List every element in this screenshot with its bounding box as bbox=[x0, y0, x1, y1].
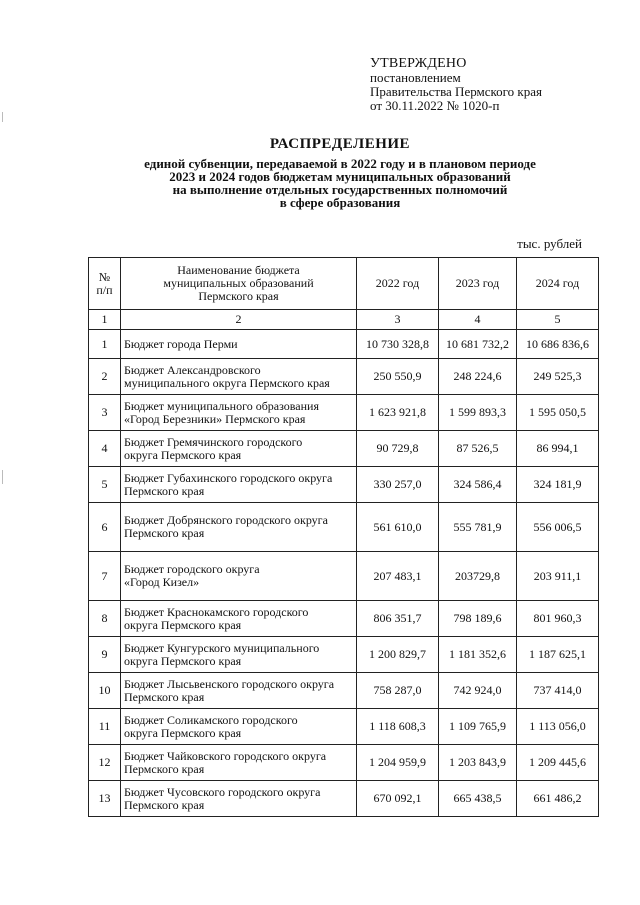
row-budget-name-line: Пермского края bbox=[124, 797, 205, 812]
row-value-2022: 1 118 608,3 bbox=[357, 709, 439, 745]
row-value-2024: 324 181,9 bbox=[517, 467, 599, 503]
row-budget-name-line: Бюджет Гремячинского городского bbox=[124, 434, 303, 449]
distribution-table bbox=[88, 257, 599, 817]
row-number: 6 bbox=[89, 503, 121, 552]
row-value-2022: 1 200 829,7 bbox=[357, 637, 439, 673]
table-row bbox=[89, 431, 599, 467]
row-budget-name-line: Бюджет муниципального образования bbox=[124, 398, 319, 413]
row-budget-name bbox=[121, 745, 357, 781]
document-heading bbox=[60, 136, 620, 209]
row-budget-name bbox=[121, 781, 357, 817]
row-value-2023: 87 526,5 bbox=[439, 431, 517, 467]
column-index: 3 bbox=[357, 310, 439, 330]
row-value-2022: 758 287,0 bbox=[357, 673, 439, 709]
row-value-2024: 86 994,1 bbox=[517, 431, 599, 467]
row-value-2024: 10 686 836,6 bbox=[517, 330, 599, 359]
row-number: 9 bbox=[89, 637, 121, 673]
table-row bbox=[89, 503, 599, 552]
row-value-2022: 90 729,8 bbox=[357, 431, 439, 467]
row-budget-name-line: Бюджет Губахинского городского округа bbox=[124, 470, 333, 485]
row-value-2023: 10 681 732,2 bbox=[439, 330, 517, 359]
approval-line: постановлением bbox=[370, 70, 461, 85]
row-budget-name bbox=[121, 673, 357, 709]
row-value-2022: 10 730 328,8 bbox=[357, 330, 439, 359]
table-row bbox=[89, 637, 599, 673]
table-row bbox=[89, 673, 599, 709]
row-number: 13 bbox=[89, 781, 121, 817]
row-budget-name-line: Бюджет Добрянского городского округа bbox=[124, 513, 328, 527]
row-number: 10 bbox=[89, 673, 121, 709]
table-row bbox=[89, 467, 599, 503]
row-value-2023: 555 781,9 bbox=[439, 503, 517, 552]
table-row bbox=[89, 330, 599, 359]
header-name-line: Наименование бюджета bbox=[177, 263, 300, 277]
row-budget-name-line: Бюджет Кунгурского муниципального bbox=[124, 640, 320, 655]
row-value-2024: 801 960,3 bbox=[517, 601, 599, 637]
row-value-2023: 1 109 765,9 bbox=[439, 709, 517, 745]
table-row bbox=[89, 359, 599, 395]
scan-margin-mark bbox=[2, 112, 3, 122]
row-budget-name-line: Пермского края bbox=[124, 526, 205, 540]
row-budget-name bbox=[121, 601, 357, 637]
header-2022: 2022 год bbox=[357, 258, 439, 310]
row-number: 5 bbox=[89, 467, 121, 503]
row-number: 1 bbox=[89, 330, 121, 359]
row-budget-name bbox=[121, 431, 357, 467]
row-value-2024: 661 486,2 bbox=[517, 781, 599, 817]
row-value-2024: 249 525,3 bbox=[517, 359, 599, 395]
row-value-2022: 250 550,9 bbox=[357, 359, 439, 395]
header-name bbox=[121, 258, 357, 310]
row-value-2022: 561 610,0 bbox=[357, 503, 439, 552]
row-budget-name bbox=[121, 637, 357, 673]
row-number: 3 bbox=[89, 395, 121, 431]
table-header-row bbox=[89, 258, 599, 310]
row-budget-name-line: округа Пермского края bbox=[124, 447, 242, 462]
row-number: 8 bbox=[89, 601, 121, 637]
row-budget-name-line: «Город Березники» Пермского края bbox=[124, 411, 306, 426]
document-subtitle-line: на выполнение отдельных государственных полномочий bbox=[172, 182, 508, 197]
column-index: 1 bbox=[89, 310, 121, 330]
row-value-2022: 1 204 959,9 bbox=[357, 745, 439, 781]
row-value-2023: 742 924,0 bbox=[439, 673, 517, 709]
row-value-2024: 1 187 625,1 bbox=[517, 637, 599, 673]
approval-stamp bbox=[370, 57, 542, 113]
row-value-2023: 248 224,6 bbox=[439, 359, 517, 395]
row-budget-name-line: округа Пермского края bbox=[124, 653, 242, 668]
row-value-2024: 1 209 445,6 bbox=[517, 745, 599, 781]
document-subtitle-line: в сфере образования bbox=[279, 195, 401, 210]
row-budget-name-line: Пермского края bbox=[124, 483, 205, 498]
column-index: 4 bbox=[439, 310, 517, 330]
row-budget-name-line: Бюджет Лысьвенского городского округа bbox=[124, 676, 335, 691]
row-budget-name-line: Бюджет Соликамского городского bbox=[124, 712, 298, 727]
approval-line: от 30.11.2022 № 1020-п bbox=[370, 98, 500, 113]
document-subtitle-line: единой субвенции, передаваемой в 2022 году и в плановом периоде bbox=[144, 156, 536, 171]
row-budget-name-line: округа Пермского края bbox=[124, 617, 242, 632]
row-number: 2 bbox=[89, 359, 121, 395]
table-row bbox=[89, 601, 599, 637]
row-budget-name-line: Пермского края bbox=[124, 689, 205, 704]
row-value-2024: 203 911,1 bbox=[517, 552, 599, 601]
row-value-2023: 1 599 893,3 bbox=[439, 395, 517, 431]
row-budget-name bbox=[121, 709, 357, 745]
row-value-2022: 806 351,7 bbox=[357, 601, 439, 637]
row-budget-name-line: Бюджет Краснокамского городского bbox=[124, 604, 309, 619]
row-number: 7 bbox=[89, 552, 121, 601]
row-budget-name-line: округа Пермского края bbox=[124, 725, 242, 740]
table-row bbox=[89, 395, 599, 431]
header-number-line: № bbox=[98, 269, 111, 284]
header-number bbox=[89, 258, 121, 310]
units-label: тыс. рублей bbox=[517, 236, 582, 251]
row-budget-name bbox=[121, 503, 357, 552]
row-budget-name-line: Бюджет городского округа bbox=[124, 562, 260, 576]
header-name-line: Пермского края bbox=[198, 289, 279, 303]
row-budget-name bbox=[121, 467, 357, 503]
header-2023: 2023 год bbox=[439, 258, 517, 310]
column-index: 2 bbox=[121, 310, 357, 330]
row-value-2023: 665 438,5 bbox=[439, 781, 517, 817]
row-budget-name bbox=[121, 359, 357, 395]
document-subtitle-line: 2023 и 2024 годов бюджетам муниципальных образований bbox=[169, 169, 511, 184]
header-2024: 2024 год bbox=[517, 258, 599, 310]
row-budget-name-line: Пермского края bbox=[124, 761, 205, 776]
row-value-2022: 670 092,1 bbox=[357, 781, 439, 817]
document-title: РАСПРЕДЕЛЕНИЕ bbox=[269, 136, 411, 152]
row-budget-name bbox=[121, 552, 357, 601]
row-value-2023: 203729,8 bbox=[439, 552, 517, 601]
row-number: 12 bbox=[89, 745, 121, 781]
row-budget-name-line: «Город Кизел» bbox=[124, 575, 200, 589]
row-budget-name-line: Бюджет города Перми bbox=[124, 336, 238, 351]
column-index-row bbox=[89, 310, 599, 330]
row-budget-name bbox=[121, 395, 357, 431]
row-budget-name-line: Бюджет Чусовского городского округа bbox=[124, 784, 321, 799]
row-value-2024: 556 006,5 bbox=[517, 503, 599, 552]
table-row bbox=[89, 781, 599, 817]
row-value-2022: 1 623 921,8 bbox=[357, 395, 439, 431]
row-value-2023: 1 203 843,9 bbox=[439, 745, 517, 781]
approval-title: УТВЕРЖДЕНО bbox=[370, 56, 467, 71]
row-value-2024: 737 414,0 bbox=[517, 673, 599, 709]
row-budget-name-line: Бюджет Александровского bbox=[124, 362, 261, 377]
row-value-2023: 798 189,6 bbox=[439, 601, 517, 637]
row-value-2024: 1 113 056,0 bbox=[517, 709, 599, 745]
row-number: 11 bbox=[89, 709, 121, 745]
row-value-2022: 207 483,1 bbox=[357, 552, 439, 601]
table-row bbox=[89, 745, 599, 781]
table-row bbox=[89, 709, 599, 745]
row-value-2022: 330 257,0 bbox=[357, 467, 439, 503]
table-row bbox=[89, 552, 599, 601]
header-name-line: муниципальных образований bbox=[163, 276, 314, 290]
row-value-2024: 1 595 050,5 bbox=[517, 395, 599, 431]
column-index: 5 bbox=[517, 310, 599, 330]
row-budget-name-line: муниципального округа Пермского края bbox=[124, 375, 330, 390]
approval-line: Правительства Пермского края bbox=[370, 84, 542, 99]
row-budget-name bbox=[121, 330, 357, 359]
row-budget-name-line: Бюджет Чайковского городского округа bbox=[124, 748, 327, 763]
row-value-2023: 324 586,4 bbox=[439, 467, 517, 503]
header-number-line: п/п bbox=[96, 282, 113, 297]
scan-margin-mark bbox=[2, 470, 3, 484]
row-value-2023: 1 181 352,6 bbox=[439, 637, 517, 673]
row-number: 4 bbox=[89, 431, 121, 467]
